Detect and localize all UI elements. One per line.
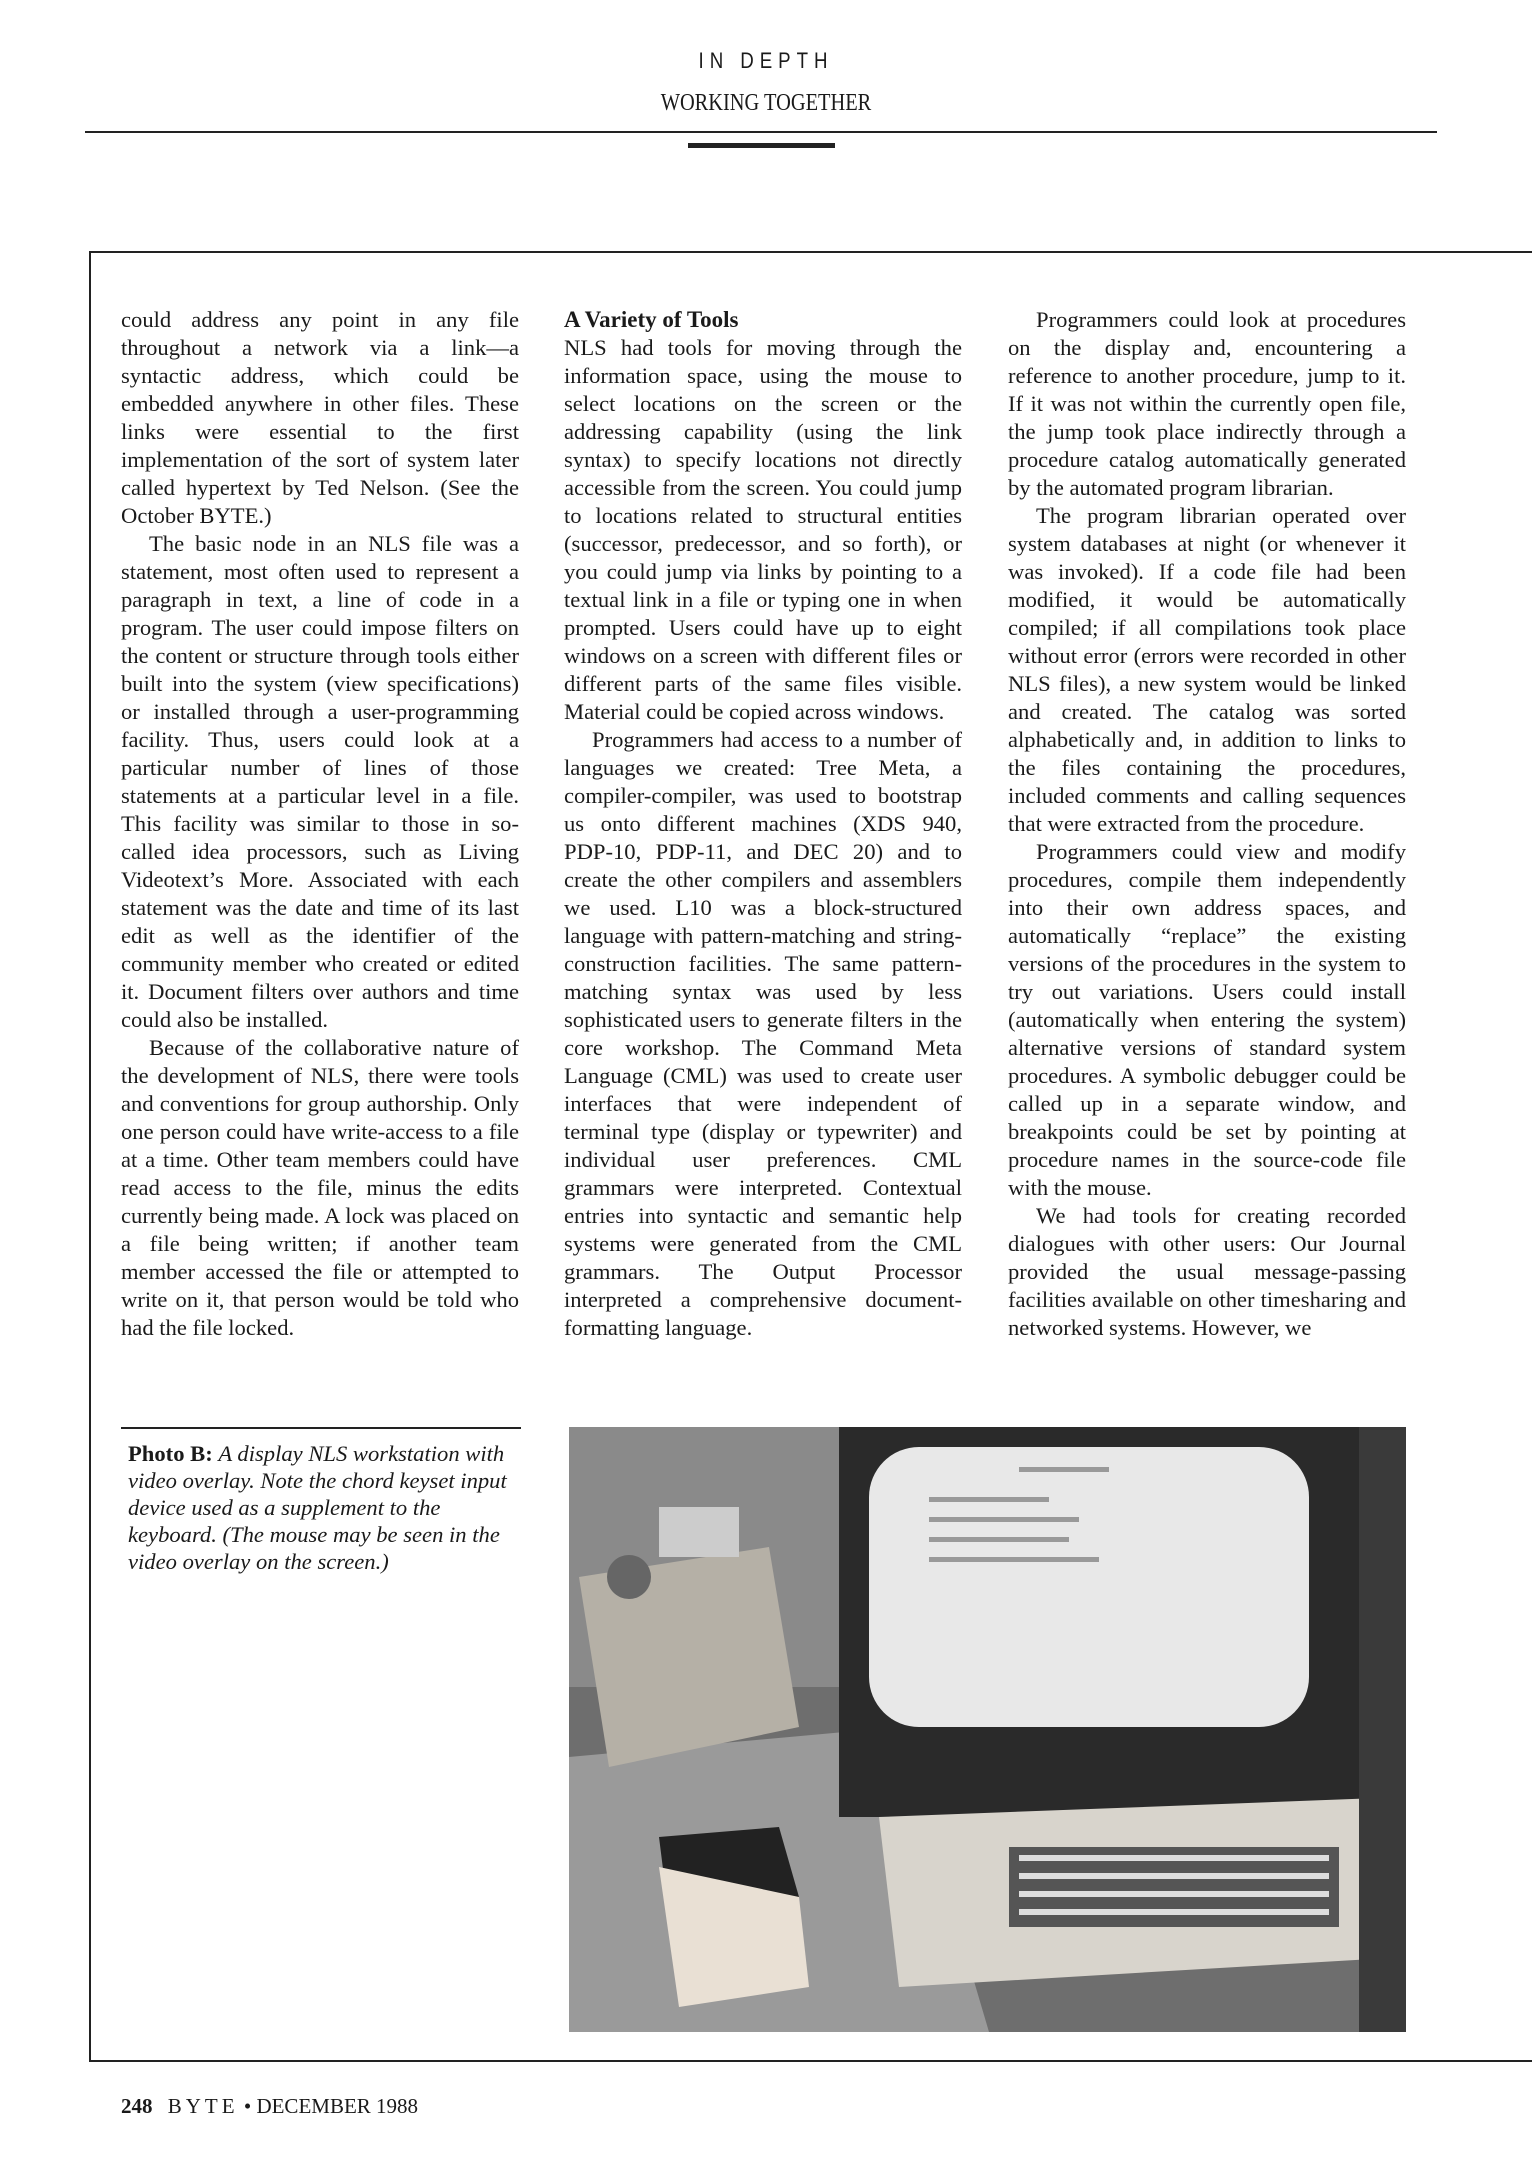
paragraph: The program librarian operated over system databases at night (or whenever it was invoked). If a code file had been modified, it would be automatically compiled; if all compilations took place without error (errors were recorded in other NLS files), a new system would be linked and created. The catalog was sorted alphabetically and, in addition to links to the files containing the procedures, included comments and calling sequences that were extracted from the procedure.: [1008, 503, 1406, 836]
chord-keyset: [659, 1827, 809, 2007]
paragraph: Because of the collaborative nature of the development of NLS, there were tools and conventions for group authorship. Only one person could have write-access to a file at a time. Other team members could have read access to the file, minus the edits currently being made. A lock was placed on a file being written; if another team member accessed the file or attempted to write on it, that person would be told who had the file locked.: [121, 1035, 519, 1340]
workstation-photo-illustration: [569, 1427, 1406, 2032]
paragraph: Programmers had access to a number of languages we created: Tree Meta, a compiler-compiler, was used to bootstrap us onto different machines (XDS 940, PDP-10, PDP-11, and DEC 20) and to create the other compilers and assemblers we used. L10 was a block-structured language with pattern-matching and string-construction facilities. The same pattern-matching syntax was used by less sophisticated users to generate filters in the core workshop. The Command Meta Language (CML) was used to create user interfaces that were independent of terminal type (display or typewriter) and individual user preferences. CML grammars were interpreted. Contextual entries into syntactic and semantic help systems were generated from the CML grammars. The Output Processor interpreted a comprehensive document-formatting language.: [564, 727, 962, 1340]
section-title: WORKING TOGETHER: [660, 90, 872, 116]
column-1: [121, 306, 519, 1342]
caption-label: Photo B:: [128, 1441, 213, 1466]
paragraph: Programmers could look at procedures on the display and, encountering a reference to another procedure, jump to it. If it was not within the currently open file, the jump took place indirectly through a procedure catalog automatically generated by the automated program librarian.: [1008, 307, 1406, 500]
column-3: [1008, 306, 1406, 1342]
paragraph: Programmers could view and modify procedures, compile them independently into their own address spaces, and automatically “replace” the existing versions of the procedures in the system to try out variations. Users could install (automatically when entering the system) alternative versions of standard system procedures. A symbolic debugger could be called up in a separate window, and breakpoints could be set by pointing at procedure names in the source-code file with the mouse.: [1008, 839, 1406, 1200]
header-rule: [85, 131, 1437, 133]
header-bar: [688, 143, 835, 148]
footer-separator: •: [243, 2094, 252, 2118]
monitor: [839, 1427, 1359, 1817]
paragraph: The basic node in an NLS file was a statement, most often used to represent a paragraph in text, a line of code in a program. The user could impose filters on the content or structure through tools either built into the system (view specifications) or installed through a user-programming facility. Thus, users could look at a particular number of lines of those statements at a particular level in a file. This facility was similar to those in so-called idea processors, such as Living Videotext’s More. Associated with each statement was the date and time of its last edit as well as the identifier of the community member who created or edited it. Document filters over authors and time could also be installed.: [121, 531, 519, 1032]
column-2: [564, 306, 962, 1342]
subheading: A Variety of Tools: [564, 307, 739, 332]
section-kicker: IN DEPTH: [698, 48, 834, 73]
paragraph: We had tools for creating recorded dialogues with other users: Our Journal provided the usual message-passing facilities available on other timesharing and networked systems. However, we: [1008, 1203, 1406, 1340]
caption-text: A display NLS workstation with video overlay. Note the chord keyset input device used as a supplement to the keyboard. (The mouse may be seen in the video overlay on the screen.): [128, 1441, 507, 1574]
photo-nls-workstation: [569, 1427, 1406, 2032]
keyboard: [879, 1797, 1406, 1987]
paragraph: could address any point in any file throughout a network via a link—a syntactic address, which could be embedded anywhere in other files. These links were essential to the first implementation of the sort of system later called hypertext by Ted Nelson. (See the October BYTE.): [121, 307, 519, 528]
issue-date: DECEMBER 1988: [256, 2094, 419, 2118]
page-number: 248: [121, 2094, 153, 2118]
page-footer: [121, 2094, 418, 2119]
caption-rule: [121, 1427, 521, 1429]
magazine-name: BYTE: [167, 2094, 239, 2118]
photo-caption: [128, 1440, 528, 1575]
paragraph: NLS had tools for moving through the information space, using the mouse to select locations on the screen or the addressing capability (using the link syntax) to specify locations not directly accessible from the screen. You could jump to locations related to structural entities (successor, predecessor, and so forth), or you could jump via links by pointing to a textual link in a file or typing one in when prompted. Users could have up to eight windows on a screen with different files or different parts of the same files visible. Material could be copied across windows.: [564, 335, 962, 724]
